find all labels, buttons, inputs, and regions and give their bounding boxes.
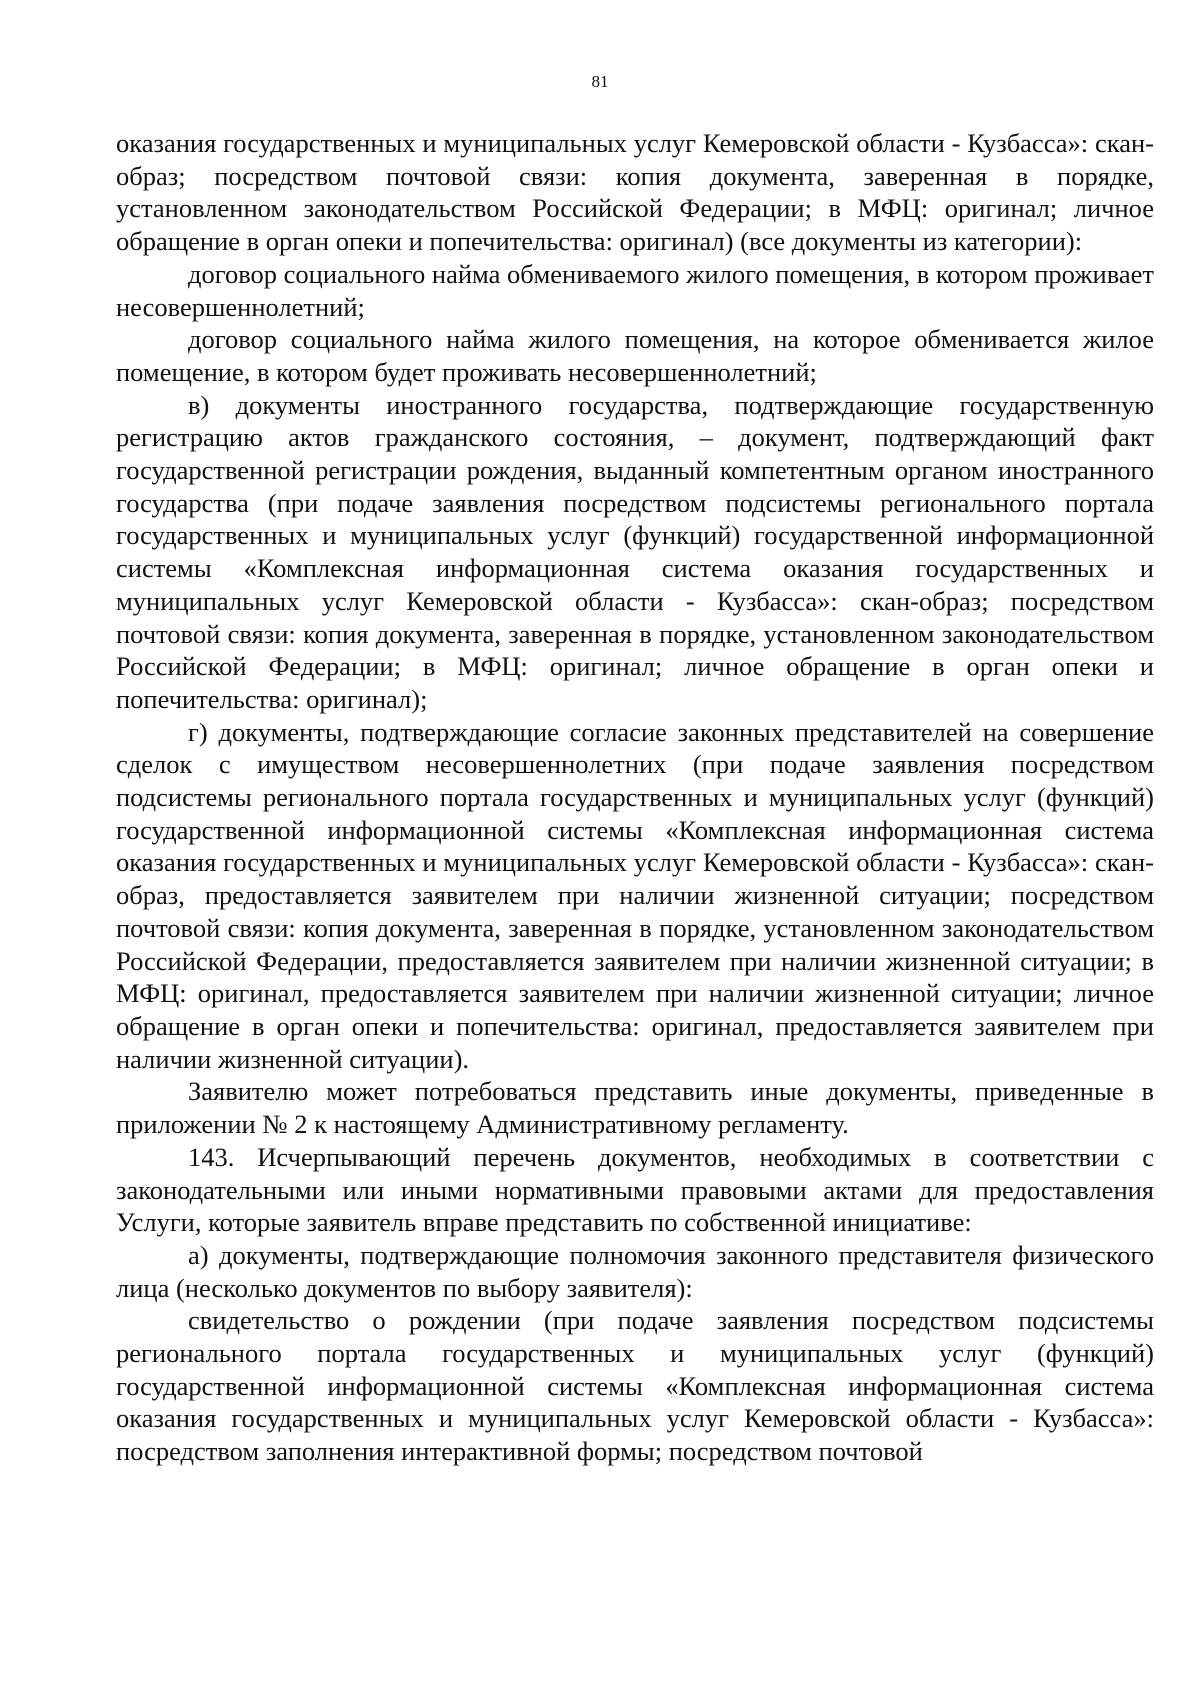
paragraph-new-housing-contract: договор социального найма жилого помещения, на которое обменивается жилое помещение, в котором будет проживать несовершеннолетний; xyxy=(116,324,1154,387)
paragraph-section-143: 143. Исчерпывающий перечень документов, необходимых в соответствии с законодательными или иными нормативными правовыми актами для предоставления Услуги, которые заявитель вправе представить по собственной инициативе: xyxy=(116,1141,1154,1238)
paragraph-other-documents: Заявителю может потребоваться представить иные документы, приведенные в приложении № 2 к настоящему Административному регламенту. xyxy=(116,1076,1154,1140)
paragraph-item-a-representative: а) документы, подтверждающие полномочия законного представителя физического лица (несколько документов по выбору заявителя): xyxy=(116,1239,1154,1303)
paragraph-services-continuation: оказания государственных и муниципальных услуг Кемеровской области - Кузбасса»: скан-образ; посредством почтовой связи: копия документа, заверенная в порядке, установленном законодательством Российской Федерации; в МФЦ: оригинал; личное обращение в орган опеки и попечительства: оригинал) (все документы из категории): xyxy=(116,128,1154,257)
paragraph-exchanged-housing-contract: договор социального найма обмениваемого жилого помещения, в котором проживает несовершеннолетний; xyxy=(116,258,1154,322)
page-number: 81 xyxy=(591,72,609,91)
document-body xyxy=(116,127,1154,1468)
paragraph-birth-certificate: свидетельство о рождении (при подаче заявления посредством подсистемы регионального портала государственных и муниципальных услуг (функций) государственной информационной системы «Комплексная информационная система оказания государственных и муниципальных услуг Кемеровской области - Кузбасса»: посредством заполнения интерактивной формы; посредством почтовой xyxy=(116,1305,1154,1467)
paragraph-item-v-foreign-documents: в) документы иностранного государства, подтверждающие государственную регистрацию актов гражданского состояния, – документ, подтверждающий факт государственной регистрации рождения, выданный компетентным органом иностранного государства (при подаче заявления посредством подсистемы регионального портала государственных и муниципальных услуг (функций) государственной информационной системы «Комплексная информационная система оказания государственных и муниципальных услуг Кемеровской области - Кузбасса»: скан-образ; посредством почтовой связи: копия документа, заверенная в порядке, установленном законодательством Российской Федерации; в МФЦ: оригинал; личное обращение в орган опеки и попечительства: оригинал); xyxy=(116,389,1154,714)
paragraph-item-g-consent-documents: г) документы, подтверждающие согласие законных представителей на совершение сделок с имуществом несовершеннолетних (при подаче заявления посредством подсистемы регионального портала государственных и муниципальных услуг (функций) государственной информационной системы «Комплексная информационная система оказания государственных и муниципальных услуг Кемеровской области - Кузбасса»: скан-образ, предоставляется заявителем при наличии жизненной ситуации; посредством почтовой связи: копия документа, заверенная в порядке, установленном законодательством Российской Федерации, предоставляется заявителем при наличии жизненной ситуации; в МФЦ: оригинал, предоставляется заявителем при наличии жизненной ситуации; личное обращение в орган опеки и попечительства: оригинал, предоставляется заявителем при наличии жизненной ситуации). xyxy=(116,716,1154,1074)
